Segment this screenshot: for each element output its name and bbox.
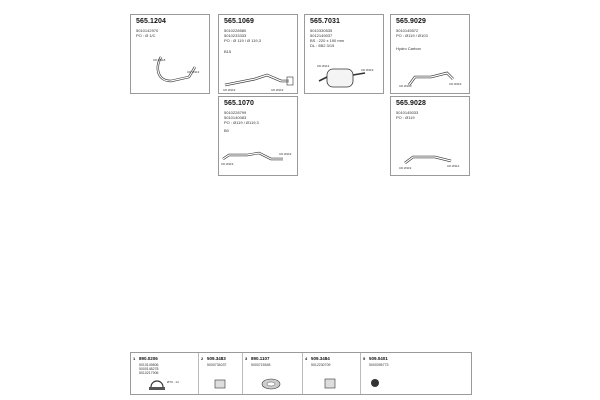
- item-number: 3: [245, 356, 248, 361]
- spec-line: PO : Ø119 / Ø103: [396, 33, 428, 38]
- diameter-label: CD Ø103: [399, 84, 412, 88]
- clamp-icon: [131, 353, 199, 394]
- gasket-icon: [199, 353, 243, 394]
- diameter-label: CD Ø113: [317, 64, 330, 68]
- diameter-label: CD Ø119: [271, 88, 284, 92]
- accessory-cell-1[interactable]: [131, 353, 199, 394]
- part-number: 565.1070: [224, 100, 254, 107]
- ref-number: 5000734037: [207, 363, 227, 367]
- diameter-label: CD Ø119: [449, 82, 462, 86]
- ref-number: 5000395773: [369, 363, 389, 367]
- ref-number: 5010330535: [310, 28, 333, 33]
- ref-number: 5010145572: [396, 28, 419, 33]
- part-number: 509.0401: [369, 356, 388, 361]
- ref-number: 5010217906: [139, 371, 159, 375]
- pipe-diagram: [219, 97, 299, 177]
- part-card-565-7031[interactable]: [304, 14, 384, 94]
- ref-number: 5012149037: [310, 33, 333, 38]
- item-number: 4: [305, 356, 308, 361]
- part-card-565-1069[interactable]: [218, 14, 298, 94]
- diameter-label: CD Ø119: [399, 166, 412, 170]
- hanger-icon: [243, 353, 303, 394]
- ref-number: 5010145033: [396, 110, 419, 115]
- spec-line: DL : 5B2 3/15: [310, 43, 335, 48]
- pipe-diagram: [131, 15, 211, 95]
- diameter-label: CD Ø119: [221, 162, 234, 166]
- muffler-diagram: [305, 15, 385, 95]
- engine-code: Hydro Carbon: [396, 46, 421, 51]
- item-number: 5: [363, 356, 366, 361]
- engine-code: B0: [224, 128, 229, 133]
- accessory-cell-2[interactable]: [199, 353, 243, 394]
- spec-line: PO : Ø 1/C: [136, 33, 156, 38]
- diameter-label: CD Ø119: [223, 88, 236, 92]
- diameter-label: CD Ø119: [279, 152, 292, 156]
- pipe-diagram: [391, 97, 471, 177]
- part-number: 565.9028: [396, 100, 426, 107]
- part-card-565-9028[interactable]: [390, 96, 470, 176]
- part-number: 565.9029: [396, 18, 426, 25]
- part-number: 509.3484: [311, 356, 330, 361]
- pipe-diagram: [391, 15, 471, 95]
- accessory-cell-5[interactable]: [361, 353, 471, 394]
- accessories-strip: [130, 352, 472, 395]
- engine-code: B15: [224, 49, 232, 54]
- ref-number: 5012230709: [311, 363, 331, 367]
- item-number: 2: [201, 356, 204, 361]
- part-card-565-1070[interactable]: [218, 96, 298, 176]
- bolt-icon: [361, 353, 471, 394]
- part-number: 890.0206: [139, 356, 158, 361]
- ref-number: 5010233333: [224, 33, 247, 38]
- accessory-cell-4[interactable]: [303, 353, 361, 394]
- ref-number: 5010140083: [224, 115, 247, 120]
- part-card-565-9029[interactable]: [390, 14, 470, 94]
- spec-line: PO : Ø 119 / Ø 119,3: [224, 38, 261, 43]
- gasket-icon: [303, 353, 361, 394]
- ref-number: 5010228799: [224, 110, 247, 115]
- item-number: 1: [133, 356, 136, 361]
- ref-number: 5000715545: [251, 363, 271, 367]
- part-number: 565.1204: [136, 18, 166, 25]
- diameter-label: CD Ø113: [187, 70, 200, 74]
- part-card-565-1204[interactable]: [130, 14, 210, 94]
- part-number: 565.1069: [224, 18, 254, 25]
- accessory-cell-3[interactable]: [243, 353, 303, 394]
- part-number: 565.7031: [310, 18, 340, 25]
- part-number: 890.1107: [251, 356, 270, 361]
- ref-number: 5010228580: [224, 28, 247, 33]
- ref-number: 5000148278: [139, 367, 159, 371]
- ref-number: 5010149806: [139, 363, 159, 367]
- part-number: 509.3483: [207, 356, 226, 361]
- pipe-diagram: [219, 15, 299, 95]
- spec-line: PO : Ø119: [396, 115, 415, 120]
- diameter-label: CD Ø112: [447, 164, 460, 168]
- spec-line: PO : Ø119 / Ø119,3: [224, 120, 259, 125]
- diameter-label: CD Ø119: [361, 68, 374, 72]
- diameter-label: CD Ø118: [153, 58, 166, 62]
- ref-number: 5010142970: [136, 28, 159, 33]
- size-label: Ø70 - 14: [167, 380, 179, 384]
- spec-line: BS : 220 x 190 mm: [310, 38, 345, 43]
